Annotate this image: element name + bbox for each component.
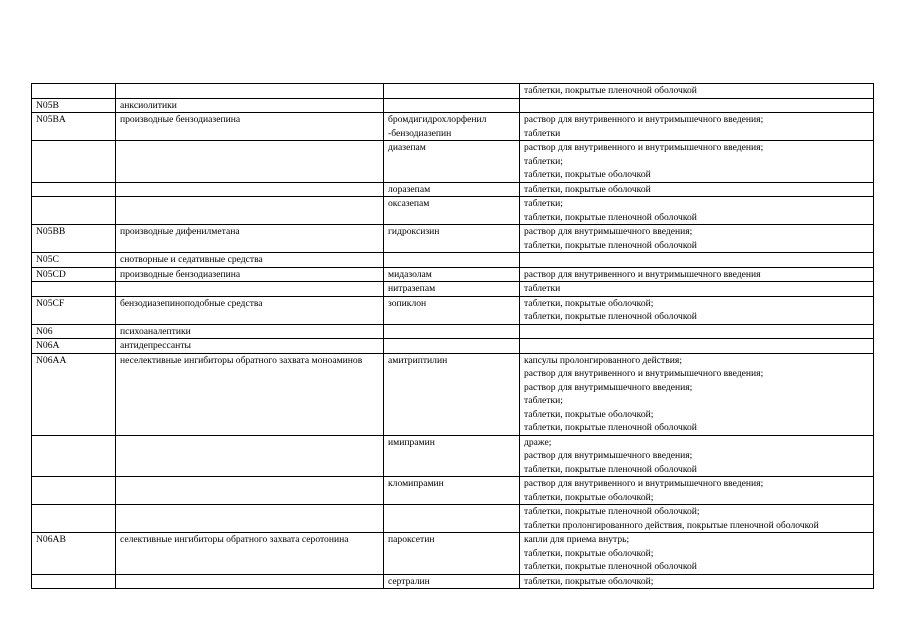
drug-name-cell [384,324,520,339]
atc-code-cell [32,84,116,99]
dosage-forms-cell [520,182,874,197]
drug-name-cell [384,141,520,183]
table-row [32,477,874,505]
group-name-line: производные дифенилметана [120,226,240,237]
drug-name-line: сертралин [388,575,430,587]
drug-name-line: зопиклон [388,297,427,309]
dosage-forms-line: раствор для внутривенного и внутримышечного введения [524,268,761,280]
atc-code-cell [32,225,116,253]
group-name-line: неселективные ингибиторы обратного захвата моноаминов [120,354,363,366]
dosage-forms-cell [520,435,874,477]
atc-code-cell [32,113,116,141]
dosage-forms-line: таблетки; [524,395,563,406]
table-row [32,225,874,253]
atc-code-cell [32,574,116,589]
drug-name-cell [384,253,520,268]
group-name-cell [116,141,384,183]
dosage-forms-line: таблетки; [524,155,563,167]
group-name-line: производные бензодиазепина [120,114,241,125]
dosage-forms-line: таблетки пролонгированного действия, покрытые пленочной оболочкой [524,519,819,531]
group-name-cell [116,84,384,99]
drug-name-cell [384,113,520,141]
dosage-forms-line: раствор для внутривенного и внутримышечного введения; [524,114,764,125]
dosage-forms-cell [520,339,874,354]
table-row [32,505,874,533]
group-name-line: селективные ингибиторы обратного захвата серотонина [120,534,349,545]
dosage-forms-line: таблетки, покрытые пленочной оболочкой [524,561,697,572]
dosage-forms-cell [520,84,874,99]
group-name-cell [116,225,384,253]
atc-code-text: N06A [36,340,60,351]
dosage-forms-cell [520,98,874,113]
dosage-forms-line: раствор для внутривенного и внутримышечного введения; [524,478,764,489]
table-row [32,574,874,589]
dosage-forms-line: таблетки, покрытые оболочкой; [524,408,654,420]
dosage-forms-line: раствор для внутримышечного введения; [524,381,693,393]
group-name-cell [116,339,384,354]
drug-name-line: нитразепам [388,283,436,294]
dosage-forms-cell [520,113,874,141]
atc-code-cell [32,353,116,435]
dosage-forms-line: таблетки [524,127,561,139]
atc-code-cell [32,141,116,183]
atc-code-text: N06AA [36,354,67,366]
group-name-cell [116,477,384,505]
drug-name-cell [384,339,520,354]
dosage-forms-line: таблетки, покрытые оболочкой; [524,575,654,587]
group-name-cell [116,296,384,324]
dosage-forms-line: таблетки [524,283,561,294]
drug-name-line: гидроксизин [388,226,440,237]
atc-code-text: N06 [36,325,53,337]
drug-name-cell [384,435,520,477]
group-name-cell [116,267,384,282]
atc-code-text: N06AB [36,534,66,545]
drug-name-cell [384,353,520,435]
table-row [32,197,874,225]
group-name-line: антидепрессанты [120,340,191,351]
group-name-cell [116,505,384,533]
dosage-forms-line: раствор для внутривенного и внутримышечного введения; [524,142,764,153]
dosage-forms-cell [520,253,874,268]
dosage-forms-cell [520,477,874,505]
dosage-forms-line: раствор для внутривенного и внутримышечного введения; [524,368,764,379]
group-name-cell [116,353,384,435]
group-name-cell [116,182,384,197]
table-row [32,182,874,197]
table-body [32,84,874,589]
table-row [32,84,874,99]
atc-code-text: N05BB [36,226,66,237]
dosage-forms-line: таблетки, покрытые пленочной оболочкой [524,211,697,223]
dosage-forms-cell [520,574,874,589]
atc-code-text: N05CD [36,268,66,280]
atc-code-cell [32,533,116,575]
dosage-forms-line: таблетки, покрытые пленочной оболочкой [524,85,697,96]
drug-name-cell [384,197,520,225]
table-row [32,324,874,339]
group-name-cell [116,113,384,141]
drug-name-cell [384,84,520,99]
atc-code-text: N05C [36,254,59,265]
atc-code-cell [32,197,116,225]
group-name-cell [116,282,384,297]
group-name-line: анксиолитики [120,99,177,111]
dosage-forms-cell [520,282,874,297]
drug-name-line: лоразепам [388,183,431,195]
drug-name-cell [384,98,520,113]
drug-name-line: бромдигидрохлорфенил [388,114,487,125]
table-row [32,141,874,183]
group-name-line: снотворные и седативные средства [120,254,263,265]
drug-name-line: имипрамин [388,436,435,448]
atc-code-cell [32,98,116,113]
dosage-forms-cell [520,353,874,435]
drug-name-cell [384,296,520,324]
dosage-forms-line: таблетки, покрытые пленочной оболочкой [524,311,697,322]
drug-name-line: кломипрамин [388,478,444,489]
dosage-forms-line: таблетки, покрытые оболочкой; [524,297,654,309]
dosage-forms-cell [520,267,874,282]
dosage-forms-line: драже; [524,436,552,448]
drug-name-cell [384,505,520,533]
dosage-forms-cell [520,533,874,575]
dosage-forms-cell [520,296,874,324]
dosage-forms-line: капсулы пролонгированного действия; [524,354,682,366]
table-row [32,435,874,477]
group-name-cell [116,253,384,268]
drug-classification-table [31,83,874,589]
dosage-forms-cell [520,197,874,225]
dosage-forms-line: таблетки, покрытые оболочкой [524,169,651,180]
atc-code-cell [32,435,116,477]
dosage-forms-line: таблетки, покрытые пленочной оболочкой; [524,506,700,517]
dosage-forms-cell [520,225,874,253]
drug-name-cell [384,267,520,282]
table-row [32,253,874,268]
group-name-cell [116,98,384,113]
group-name-cell [116,324,384,339]
drug-name-cell [384,225,520,253]
dosage-forms-cell [520,505,874,533]
atc-code-text: N05CF [36,297,65,309]
drug-name-line: оксазепам [388,198,430,209]
atc-code-cell [32,282,116,297]
group-name-cell [116,574,384,589]
atc-code-cell [32,253,116,268]
group-name-line: психоаналептики [120,325,191,337]
drug-name-line: мидазолам [388,268,432,280]
group-name-line: производные бензодиазепина [120,268,241,280]
table-row [32,533,874,575]
drug-name-cell [384,182,520,197]
dosage-forms-line: таблетки, покрытые пленочной оболочкой [524,239,697,251]
drug-name-line: амитриптилин [388,354,448,366]
atc-code-cell [32,477,116,505]
group-name-cell [116,435,384,477]
dosage-forms-line: таблетки, покрытые пленочной оболочкой [524,422,697,433]
dosage-forms-cell [520,324,874,339]
table-row [32,339,874,354]
atc-code-cell [32,324,116,339]
atc-code-cell [32,339,116,354]
table-row [32,353,874,435]
dosage-forms-line: таблетки, покрытые оболочкой; [524,491,654,503]
atc-code-text: N05B [36,99,59,111]
dosage-forms-line: раствор для внутримышечного введения; [524,450,693,461]
drug-name-cell [384,574,520,589]
group-name-line: бензодиазепиноподобные средства [120,297,263,309]
dosage-forms-line: таблетки, покрытые оболочкой; [524,547,654,559]
drug-name-cell [384,533,520,575]
table-row [32,296,874,324]
drug-name-line: диазепам [388,142,426,153]
atc-code-cell [32,182,116,197]
dosage-forms-cell [520,141,874,183]
drug-name-line: пароксетин [388,534,435,545]
drug-name-cell [384,477,520,505]
atc-code-cell [32,505,116,533]
atc-code-text: N05BA [36,114,66,125]
table-row [32,113,874,141]
drug-name-cell [384,282,520,297]
group-name-cell [116,197,384,225]
dosage-forms-line: таблетки, покрытые пленочной оболочкой [524,463,697,475]
table-row [32,267,874,282]
table-row [32,282,874,297]
atc-code-cell [32,296,116,324]
dosage-forms-line: таблетки; [524,198,563,209]
drug-name-line: -бензодиазепин [388,127,452,139]
group-name-cell [116,533,384,575]
table-row [32,98,874,113]
dosage-forms-line: таблетки, покрытые оболочкой [524,183,651,195]
atc-code-cell [32,267,116,282]
dosage-forms-line: раствор для внутримышечного введения; [524,226,693,237]
dosage-forms-line: капли для приема внутрь; [524,534,630,545]
